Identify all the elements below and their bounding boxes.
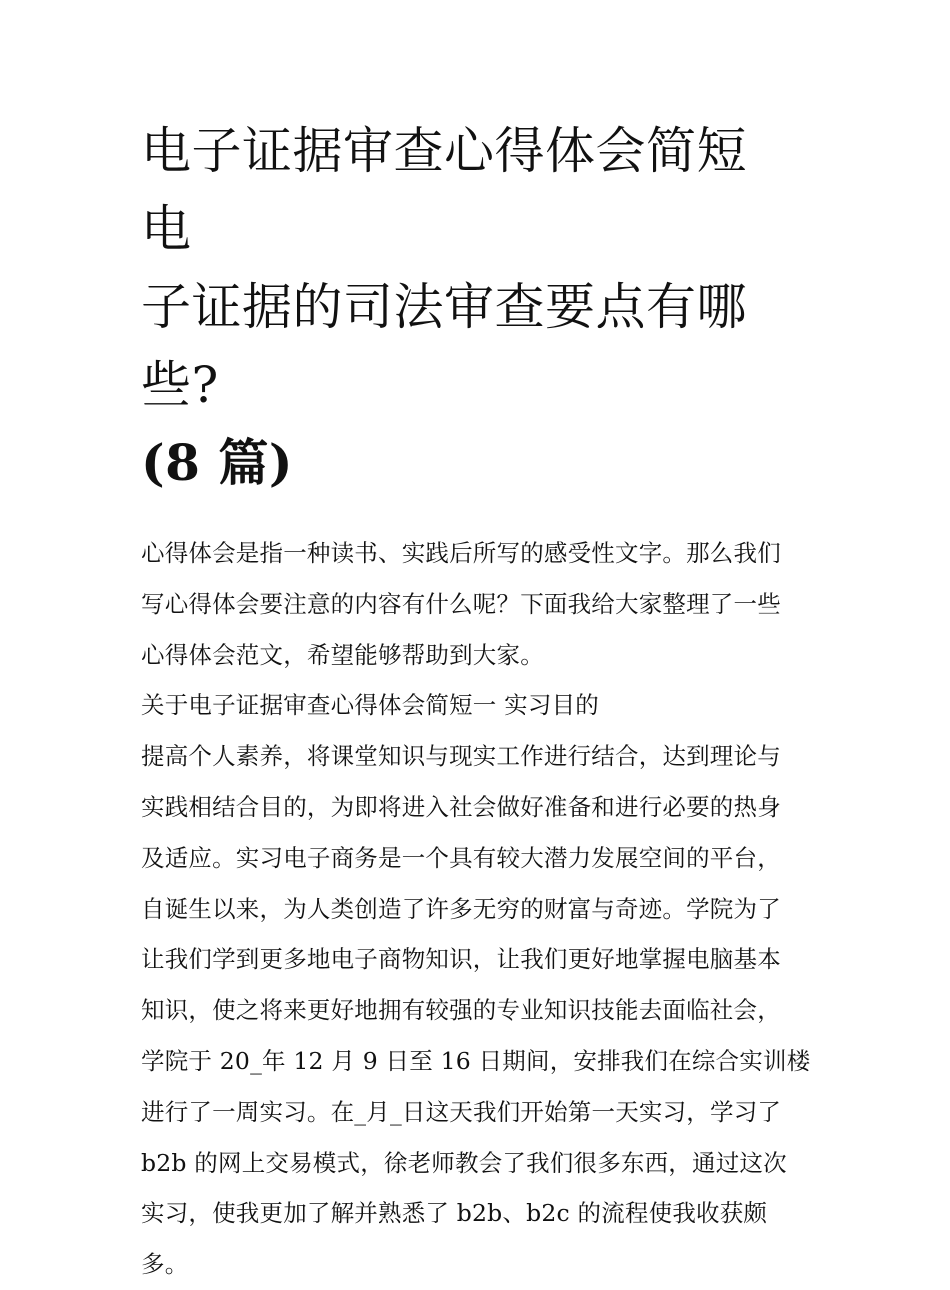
title-line-1: 电子证据审查心得体会简短 电: [141, 122, 747, 258]
document-title: [141, 112, 813, 502]
text-line: 进行了一周实习。在_月_日这天我们开始第一天实习，学习了: [141, 1097, 782, 1126]
section-heading: [141, 680, 813, 731]
text-line: 心得体会范文，希望能够帮助到大家。: [141, 640, 544, 669]
text-line: 实践相结合目的，为即将进入社会做好准备和进行必要的热身: [141, 792, 781, 821]
text-line: 多。: [141, 1250, 189, 1279]
text-line: 学院于 20_年 12 月 9 日至 16 日期间，安排我们在综合实训楼: [141, 1046, 811, 1075]
document-content: [141, 112, 813, 1290]
text-line: 让我们学到更多地电子商物知识，让我们更好地掌握电脑基本: [141, 945, 781, 974]
body-paragraph: [141, 731, 813, 1290]
title-line-2: 子证据的司法审查要点有哪些?: [141, 278, 747, 414]
text-line: 心得体会是指一种读书、实践后所写的感受性文字。那么我们: [141, 539, 781, 567]
title-line-3: (8 篇): [141, 433, 294, 492]
text-line: 提高个人素养，将课堂知识与现实工作进行结合，达到理论与: [141, 742, 781, 771]
text-line: 实习，使我更加了解并熟悉了 b2b、b2c 的流程使我收获颇: [141, 1199, 768, 1228]
intro-paragraph: [141, 528, 813, 680]
text-line: 及适应。实习电子商务是一个具有较大潜力发展空间的平台，: [141, 843, 781, 872]
document-body: [141, 528, 813, 1290]
text-line: 关于电子证据审查心得体会简短一 实习目的: [141, 691, 599, 720]
text-line: 自诞生以来，为人类创造了许多无穷的财富与奇迹。学院为了: [141, 894, 781, 923]
text-line: b2b 的网上交易模式，徐老师教会了我们很多东西，通过这次: [141, 1148, 787, 1177]
text-line: 写心得体会要注意的内容有什么呢？下面我给大家整理了一些: [141, 589, 781, 618]
text-line: 知识，使之将来更好地拥有较强的专业知识技能去面临社会，: [141, 996, 781, 1025]
